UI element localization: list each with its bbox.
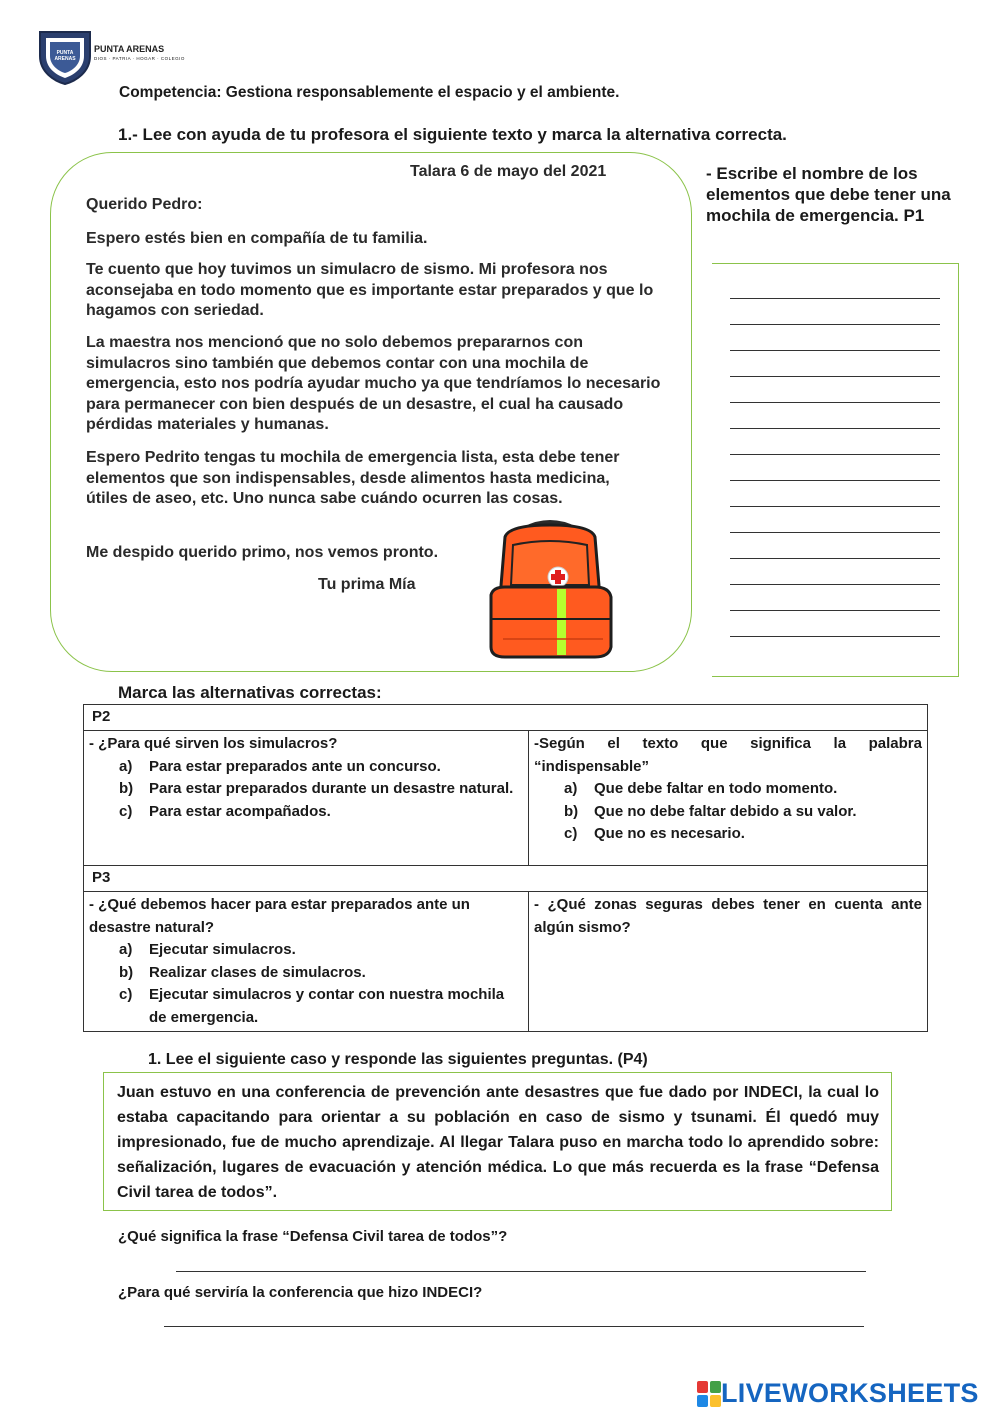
letter-greeting: Querido Pedro: <box>86 196 203 213</box>
letter-paragraph: La maestra nos mencionó que no solo debemos prepararnos con simulacros sino también que debemos contar con una mochila de emergencia, esto nos podría ayudar mucho ya que tendríamos lo necesario para permanecer con bien después de un desastre, el cual ha causado pérdidas materiales y humanas. <box>86 334 661 434</box>
letter-paragraph: Te cuento que hoy tuvimos un simulacro de sismo. Mi profesora nos aconsejaba en todo momento que es importante estar preparados y que lo hagamos con seriedad. <box>86 261 654 320</box>
p2-label: P2 <box>84 705 928 731</box>
p2-right-cell <box>529 731 928 866</box>
option-item[interactable]: a) Que debe faltar en todo momento. <box>564 780 838 797</box>
school-logo-shield <box>36 28 94 86</box>
p1-answer-line[interactable] <box>730 350 940 351</box>
p1-answer-line[interactable] <box>730 584 940 585</box>
option-item[interactable]: b) Para estar preparados durante un desastre natural. <box>119 780 514 797</box>
option-item[interactable]: c) Ejecutar simulacros y contar con nuestra mochila de emergencia. <box>119 986 505 1026</box>
p2-left-question: - ¿Para qué sirven los simulacros? <box>89 735 338 752</box>
school-tagline: DIOS · PATRIA · HOGAR · COLEGIO <box>94 56 185 61</box>
letter-paragraph: Espero Pedrito tengas tu mochila de emergencia lista, esta debe tener elementos que son indispensables, desde alimentos hasta medicina, útiles de aseo, etc. Uno nunca sabe cuándo ocurren las cosas. <box>86 449 620 508</box>
option-item[interactable]: c) Que no es necesario. <box>564 825 745 842</box>
p1-instruction: - Escribe el nombre de los elementos que debe tener una mochila de emergencia. P1 <box>706 164 951 225</box>
answer-line[interactable] <box>164 1326 864 1327</box>
p4-question-2: ¿Para qué serviría la conferencia que hizo INDECI? <box>118 1284 483 1301</box>
p1-answer-line[interactable] <box>730 324 940 325</box>
p1-answer-box <box>712 263 959 677</box>
p1-answer-line[interactable] <box>730 454 940 455</box>
liveworksheets-logo <box>697 1378 979 1409</box>
liveworksheets-brand: LIVEWORKSHEETS <box>721 1378 979 1408</box>
p1-answer-line[interactable] <box>730 532 940 533</box>
p2-right-question: -Según el texto que significa la palabra “indispensable” <box>534 735 922 775</box>
option-item[interactable]: c) Para estar acompañados. <box>119 802 331 820</box>
p1-answer-line[interactable] <box>730 402 940 403</box>
p1-answer-line[interactable] <box>730 376 940 377</box>
p4-title: 1. Lee el siguiente caso y responde las siguientes preguntas. (P4) <box>148 1051 648 1068</box>
option-item[interactable]: a) Para estar preparados ante un concurso. <box>119 757 441 775</box>
letter-signature: Tu prima Mía <box>318 576 416 593</box>
p3-right-cell[interactable] <box>529 892 928 1032</box>
liveworksheets-icon <box>697 1381 721 1407</box>
p1-answer-line[interactable] <box>730 636 940 637</box>
option-item[interactable]: b) Realizar clases de simulacros. <box>119 963 366 981</box>
p4-case-text: Juan estuvo en una conferencia de prevención ante desastres que fue dado por INDECI, la cual lo estaba capacitando para orientar a su población en caso de sismo y tsunami. Él quedó muy impresionado, fue de mucho aprendizaje. Al llegar Talara puso en marcha todo lo aprendido sobre: señalización, lugares de evacuación y atención médica. Lo que más recuerda es la frase “Defensa Civil tarea de todos”. <box>117 1084 879 1201</box>
p3-left-cell <box>84 892 529 1032</box>
table-title: Marca las alternativas correctas: <box>118 683 382 702</box>
p1-answer-line[interactable] <box>730 428 940 429</box>
p1-answer-line[interactable] <box>730 610 940 611</box>
p3-left-question: - ¿Qué debemos hacer para estar preparados ante un desastre natural? <box>89 896 470 936</box>
letter-farewell: Me despido querido primo, nos vemos pronto. <box>86 544 439 561</box>
school-name-text: PUNTA ARENAS <box>94 44 165 54</box>
letter-paragraph: Espero estés bien en compañía de tu familia. <box>86 230 428 247</box>
svg-text:ARENAS: ARENAS <box>54 56 76 62</box>
section1-title: 1.- Lee con ayuda de tu profesora el siguiente texto y marca la alternativa correcta. <box>118 125 787 144</box>
p3-right-question: - ¿Qué zonas seguras debes tener en cuenta ante algún sismo? <box>534 896 922 936</box>
p4-question-1: ¿Qué significa la frase “Defensa Civil tarea de todos”? <box>118 1228 508 1245</box>
p3-label: P3 <box>84 866 928 892</box>
option-item[interactable]: a) Ejecutar simulacros. <box>119 941 296 958</box>
emergency-backpack-image <box>483 515 617 662</box>
option-item[interactable]: b) Que no debe faltar debido a su valor. <box>564 802 857 820</box>
letter-date: Talara 6 de mayo del 2021 <box>410 163 607 180</box>
p2-left-cell <box>84 731 529 866</box>
svg-text:PUNTA: PUNTA <box>56 50 74 56</box>
questions-table <box>83 704 928 1032</box>
p1-answer-line[interactable] <box>730 480 940 481</box>
school-name <box>94 44 185 64</box>
p1-answer-line[interactable] <box>730 558 940 559</box>
competencia-heading: Competencia: Gestiona responsablemente el espacio y el ambiente. <box>119 84 620 101</box>
p1-answer-line[interactable] <box>730 506 940 507</box>
answer-line[interactable] <box>176 1271 866 1272</box>
p1-answer-line[interactable] <box>730 298 940 299</box>
